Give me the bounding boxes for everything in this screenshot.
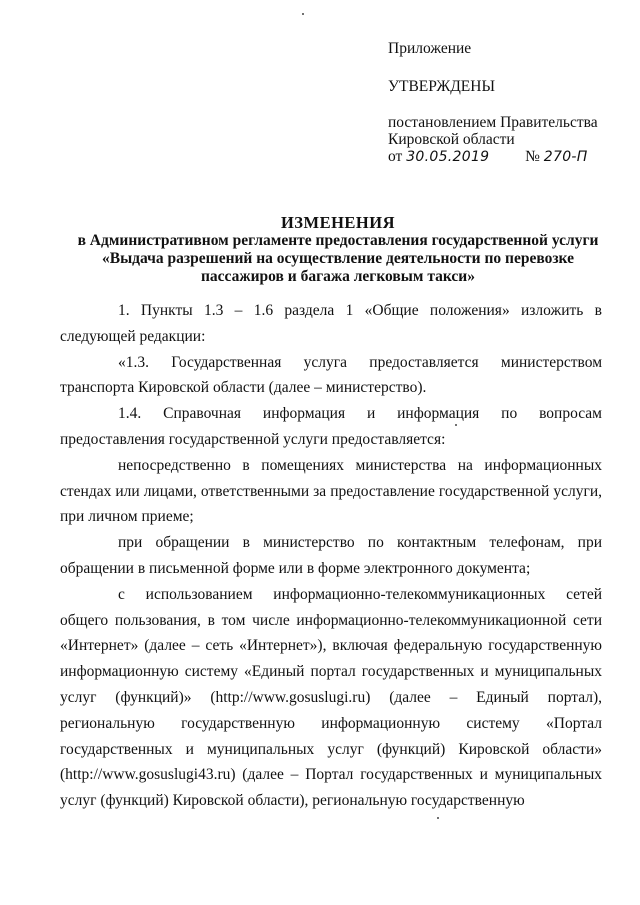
paragraph: с использованием информационно-телекоммуникационных сетей общего пользования, в том числе информационно-телекоммуникационной сети «Интернет» (далее – сеть «Интернет»), включая федеральную государственную информационную систему «Единый портал государственных и муниципальных услуг (функций)» (http://www.gosuslugi.ru) (далее – Единый портал), региональную государственную информационную систему «Портал государственных и муниципальных услуг (функций) Кировской области» (http://www.gosuslugi43.ru) (далее – Портал государственных и муниципальных услуг (функций) Кировской области), региональную государственную <box>60 585 602 810</box>
number-label: № <box>525 148 540 165</box>
from-label: от <box>388 148 403 165</box>
paragraph: непосредственно в помещениях министерства на информационных стендах или лицами, ответственными за предоставление государственной услуги, при личном приеме; <box>60 456 602 526</box>
scan-speck <box>302 13 304 15</box>
approval-region-line: Кировской области <box>388 131 515 148</box>
appendix-label: Приложение <box>388 40 472 57</box>
document-body <box>60 298 602 814</box>
scan-speck <box>455 424 457 426</box>
paragraph: 1.4. Справочная информация и информация по вопросам предоставления государственной услуги предоставляется: <box>60 405 602 448</box>
decree-date: 30.05.2019 <box>406 149 490 165</box>
paragraph: 1. Пункты 1.3 – 1.6 раздела 1 «Общие положения» изложить в следующей редакции: <box>60 302 602 345</box>
title-heading: ИЗМЕНЕНИЯ <box>280 213 396 232</box>
title-line-2: «Выдача разрешений на осуществление деятельности по перевозке <box>101 250 574 267</box>
approval-date-number-line <box>388 148 618 166</box>
approved-label: УТВЕРЖДЕНЫ <box>388 78 495 95</box>
scan-speck <box>437 817 439 819</box>
title-line-1: в Административном регламенте предоставления государственной услуги <box>77 232 599 249</box>
approval-decree-line: постановлением Правительства <box>388 114 598 131</box>
paragraph: при обращении в министерство по контактным телефонам, при обращении в письменной форме или в форме электронного документа; <box>60 534 602 577</box>
document-title <box>60 214 616 286</box>
title-line-3: пассажиров и багажа легковым такси» <box>200 268 475 285</box>
decree-number: 270-П <box>543 149 588 165</box>
paragraph: «1.3. Государственная услуга предоставляется министерством транспорта Кировской области (далее – министерство). <box>60 353 602 397</box>
